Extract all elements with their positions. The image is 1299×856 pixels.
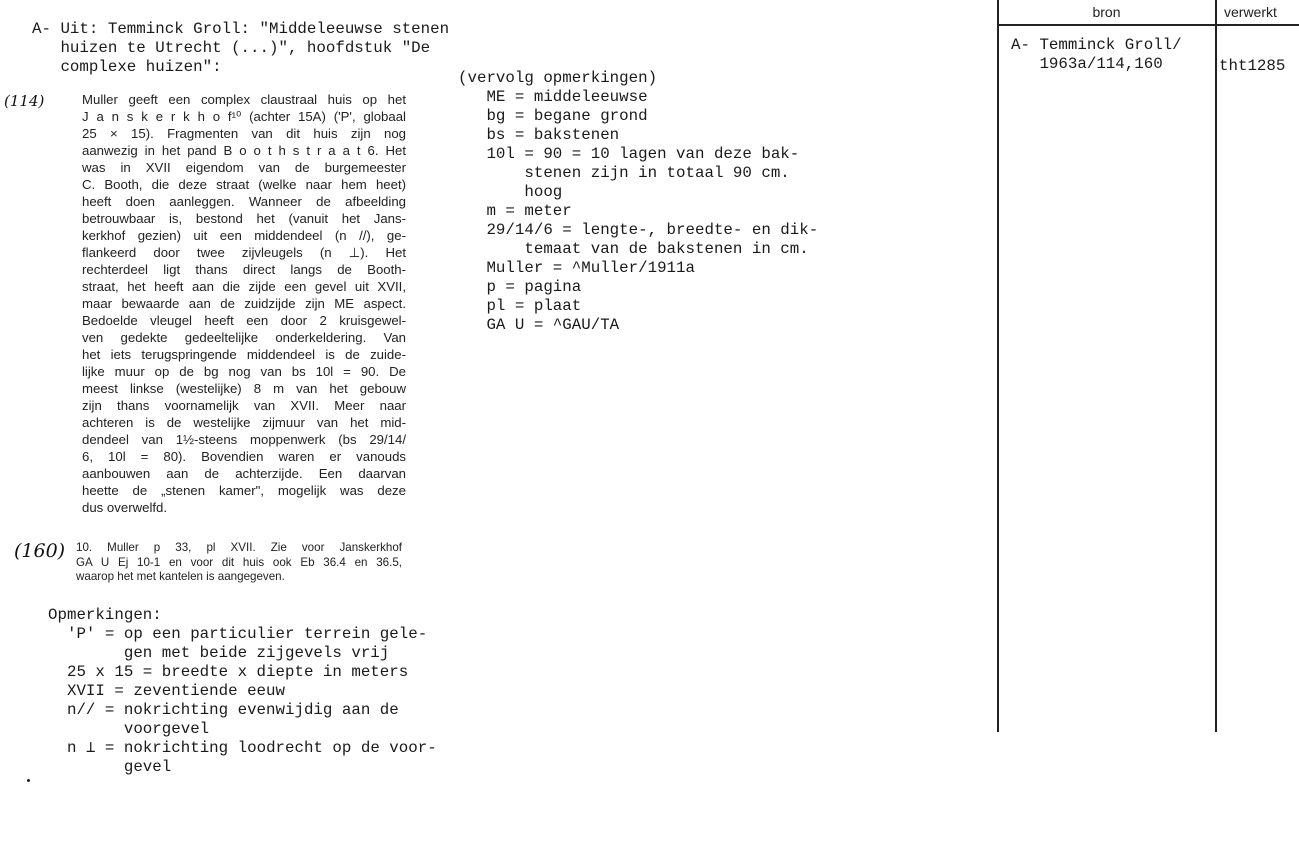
text-line: gevel [48,758,172,776]
text-line: meest linkse (westelijke) 8 m van het gebouw [82,381,406,396]
footnote [76,541,402,585]
quoted-paragraph [82,91,406,516]
text-line: J a n s k e r k h o f¹⁰ (achter 15A) ('P', globaal [82,109,406,124]
text-line: C. Booth, die deze straat (welke naar hem heet) [82,177,406,192]
text-line: dendeel van 1½-steens moppenwerk (bs 29/14/ [82,432,406,447]
text-line: 25 × 15). Fragmenten van dit huis zijn nog [82,126,406,141]
text-line: A- Temminck Groll/ [1011,36,1182,54]
text-line: zijn thans voornamelijk van XVII. Meer naar [82,398,406,413]
text-line: 10l = 90 = 10 lagen van deze bak- [458,145,800,163]
margin-note-114: (114) [4,92,45,110]
text-line: heette de „stenen kamer", mogelijk was deze [82,483,406,498]
text-line: Bedoelde vleugel heeft een door 2 kruisgewel- [82,313,406,328]
bron-entry [1011,36,1182,74]
column-header-bron: bron [1092,4,1121,20]
text-line: complexe huizen": [32,58,222,76]
text-line: bg = begane grond [458,107,648,125]
text-line: n ⊥ = nokrichting loodrecht op de voor- [48,739,437,757]
text-line: p = pagina [458,278,582,296]
text-line: flankeerd door twee zijvleugels (n ⊥). Het [82,245,406,260]
text-line: Muller geeft een complex claustraal huis op het [82,92,406,107]
remarks-continued [458,69,818,335]
text-line: m = meter [458,202,572,220]
text-line: Muller = ^Muller/1911a [458,259,695,277]
table-border-middle [1215,0,1217,732]
text-line: achteren is de westelijke zijmuur van het mid- [82,415,406,430]
heading [32,20,449,77]
text-line: heeft doen aanleggen. Wanneer de afbeelding [82,194,406,209]
text-line: aanwezig in het pand B o o t h s t r a a t 6. Het [82,143,406,158]
text-line: 29/14/6 = lengte-, breedte- en dik- [458,221,819,239]
table-border-left [997,0,999,732]
text-line: 1963a/114,160 [1011,55,1163,73]
text-line: pl = plaat [458,297,582,315]
text-line: voorgevel [48,720,210,738]
text-line: XVII = zeventiende eeuw [48,682,285,700]
text-line: kerkhof gezien) uit een middendeel (n //), ge- [82,228,406,243]
margin-note-160: (160) [14,540,66,562]
text-line: dus overwelfd. [82,500,168,515]
text-line: aanbouwen aan de achterzijde. Een daarvan [82,466,406,481]
text-line: 6, 10l = 80). Bovendien waren er vanouds [82,449,406,464]
text-line: A- Uit: Temminck Groll: "Middeleeuwse stenen [32,20,450,38]
text-line: Opmerkingen: [48,606,162,624]
text-line: gen met beide zijgevels vrij [48,644,390,662]
text-line: lijke muur op de bg nog van bs 10l = 90. De [82,364,406,379]
text-line: GA U Ej 10-1 en voor dit huis ook Eb 36.4 en 36.5, [76,555,402,569]
text-line: straat, het heeft aan die zijde een gevel uit XVII, [82,279,406,294]
text-line: bs = bakstenen [458,126,620,144]
text-line: rechterdeel ligt thans direct langs de Booth- [82,262,406,277]
text-line: 'P' = op een particulier terrein gele- [48,625,428,643]
text-line: hoog [458,183,563,201]
text-line: ven gedekte gedeeltelijke onderkeldering. Van [82,330,406,345]
text-line: ME = middeleeuwse [458,88,648,106]
text-line: het iets terugspringende middendeel is de zuide- [82,347,406,362]
text-line: huizen te Utrecht (...)", hoofdstuk "De [32,39,431,57]
text-line: 25 x 15 = breedte x diepte in meters [48,663,409,681]
text-line: GA U = ^GAU/TA [458,316,620,334]
text-line: maar bewaarde aan de zuidzijde zijn ME aspect. [82,296,406,311]
text-line: (vervolg opmerkingen) [458,69,658,87]
text-line: betrouwbaar is, bestond het (vanuit het Jans- [82,211,406,226]
verwerkt-entry: tht1285 [1219,57,1286,75]
column-header-verwerkt: verwerkt [1224,4,1277,20]
text-line: stenen zijn in totaal 90 cm. [458,164,790,182]
text-line: waarop het met kantelen is aangegeven. [76,570,285,583]
text-line: temaat van de bakstenen in cm. [458,240,809,258]
text-line: 10. Muller p 33, pl XVII. Zie voor Janskerkhof [76,541,402,554]
table-header-rule [997,24,1299,26]
remarks [48,606,437,777]
text-line: n// = nokrichting evenwijdig aan de [48,701,399,719]
text-line: was in XVII eigendom van de burgemeester [82,160,406,175]
stray-dot [27,779,30,782]
